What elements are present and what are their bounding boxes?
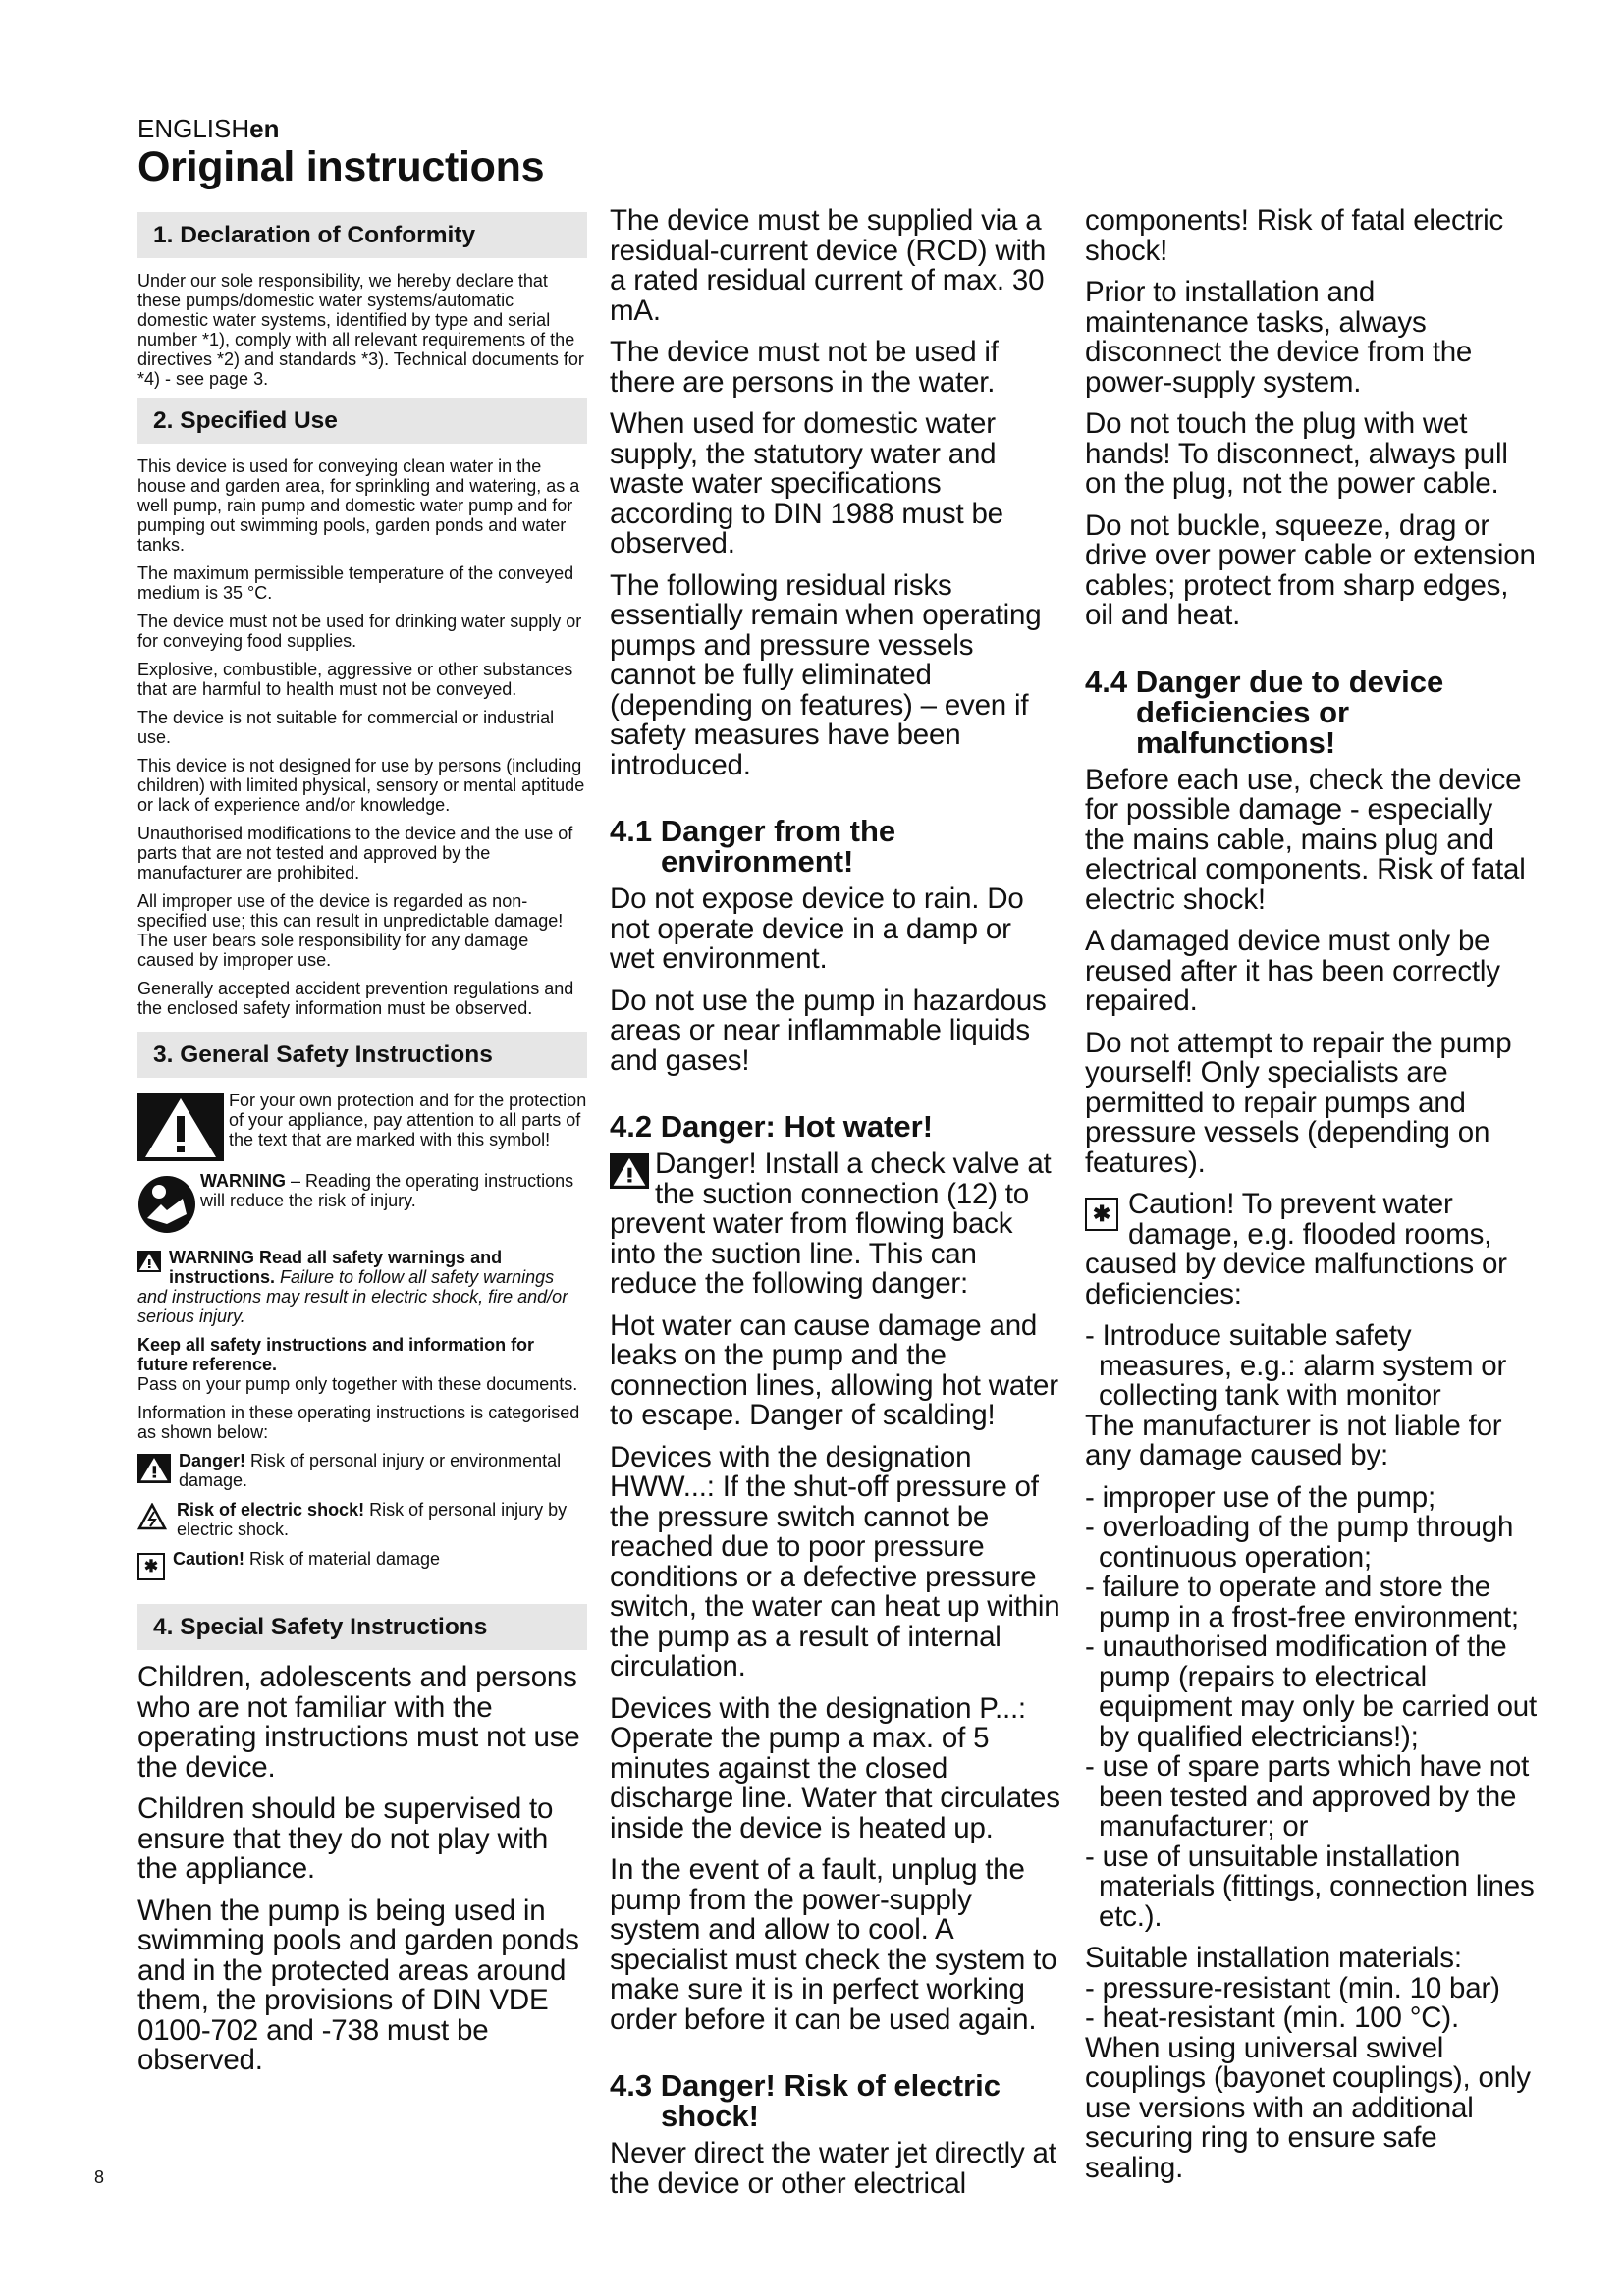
shock-label: Risk of electric shock!	[177, 1500, 365, 1520]
column-3	[1085, 206, 1539, 2195]
paragraph: The device must be supplied via a residual-current device (RCD) with a rated residual current of max. 30 mA.	[610, 204, 1047, 327]
declaration-text: Under our sole responsibility, we hereby declare that these pumps/domestic water systems/automatic domestic water systems, identified by type and serial number *1), comply with all relevant requirements of the directives *2) and standards *3). Technical documents for *4) - see page 3.	[137, 271, 584, 389]
paragraph: Danger! Install a check valve at the suction connection (12) to prevent water from flowing back into the suction line. This can reduce the following danger:	[610, 1148, 1052, 1300]
paragraph: The manufacturer is not liable for any damage caused by:	[1085, 1409, 1502, 1471]
caution-icon: ✱	[137, 1553, 165, 1580]
language-name: ENGLISH	[137, 114, 250, 143]
paragraph: Hot water can cause damage and leaks on the pump and the connection lines, allowing hot water to escape. Danger of scalding!	[610, 1308, 1058, 1431]
keep-instructions-heading: Keep all safety instructions and information for future reference.	[137, 1335, 535, 1374]
warning-label: WARNING	[200, 1171, 286, 1191]
paragraph: Generally accepted accident prevention regulations and the enclosed safety information must be observed.	[137, 979, 574, 1018]
subsection-heading-4-3: 4.3 Danger! Risk of electric shock!	[610, 2068, 1001, 2133]
list-item: - use of unsuitable installation materials (fittings, connection lines etc.).	[1085, 1840, 1535, 1933]
caution-icon: ✱	[1085, 1198, 1118, 1231]
paragraph: The following residual risks essentially remain when operating pumps and pressure vessels cannot be fully eliminated (depending on features) – even if safety measures have been introduced.	[610, 568, 1042, 781]
subsection-heading-4-2: 4.2 Danger: Hot water!	[610, 1109, 934, 1144]
paragraph: Explosive, combustible, aggressive or other substances that are harmful to health must not be conveyed.	[137, 660, 573, 699]
paragraph: In the event of a fault, unplug the pump from the power-supply system and allow to cool. A specialist must check the system to make sure it is in perfect working order before it can be used again.	[610, 1853, 1057, 2036]
warning-heading: WARNING Read all safety warnings and instructions.	[169, 1248, 503, 1287]
paragraph: This device is not designed for use by persons (including children) with limited physical, sensory or mental aptitude or lack of experience and/or knowledge.	[137, 756, 585, 815]
section-heading-general-safety: 3. General Safety Instructions	[137, 1032, 587, 1078]
read-manual-icon	[137, 1175, 196, 1234]
paragraph: A damaged device must only be reused after it has been correctly repaired.	[1085, 925, 1500, 1017]
list-item: - overloading of the pump through continuous operation;	[1085, 1511, 1514, 1574]
caution-label: Caution!	[173, 1549, 244, 1569]
subsection-heading-4-1: 4.1 Danger from the environment!	[610, 814, 896, 879]
danger-label: Danger!	[179, 1451, 246, 1470]
language-label	[137, 114, 280, 144]
list-item: - improper use of the pump;	[1085, 1480, 1435, 1514]
warning-triangle-icon	[137, 1251, 161, 1272]
list-item: - failure to operate and store the pump in a frost-free environment;	[1085, 1571, 1519, 1633]
paragraph: The device is not suitable for commercial or industrial use.	[137, 708, 555, 747]
paragraph: The maximum permissible temperature of the conveyed medium is 35 °C.	[137, 563, 574, 603]
section-heading-specified-use: 2. Specified Use	[137, 398, 587, 444]
subsection-heading-4-4: 4.4 Danger due to device deficiencies or malfunctions!	[1085, 664, 1444, 760]
paragraph: Suitable installation materials:	[1085, 1942, 1462, 1974]
symbol-row-read-manual	[137, 1171, 587, 1234]
warning-triangle-icon	[137, 1093, 224, 1161]
paragraph: When the pump is being used in swimming pools and garden ponds and in the protected areas around them, the provisions of DIN VDE 0100-702 and -738 must be observed.	[137, 1894, 579, 2076]
symbol-row-shock	[137, 1500, 587, 1539]
paragraph: Risk of personal injury by electric shock.	[177, 1500, 568, 1539]
list-item: - unauthorised modification of the pump (repairs to electrical equipment may only be carried out by qualified electricians!);	[1085, 1630, 1537, 1753]
paragraph: For your own protection and for the protection of your appliance, pay attention to all parts of the text that are marked with this symbol!	[229, 1091, 587, 1149]
column-1	[137, 206, 587, 2088]
paragraph: Children, adolescents and persons who are not familiar with the operating instructions must not use the device.	[137, 1661, 580, 1784]
paragraph: Risk of material damage	[244, 1549, 441, 1569]
language-code: en	[249, 114, 280, 143]
column-2	[610, 206, 1061, 2211]
paragraph: Do not attempt to repair the pump yourself! Only specialists are permitted to repair pumps and pressure vessels (depending on features).	[1085, 1026, 1512, 1179]
page-title: Original instructions	[137, 143, 545, 190]
paragraph: Devices with the designation P...: Operate the pump a max. of 5 minutes against the closed discharge line. Water that circulates inside the device is heated up.	[610, 1691, 1060, 1844]
paragraph: – Reading the operating instructions will reduce the risk of injury.	[200, 1171, 574, 1210]
electric-shock-icon	[137, 1503, 167, 1530]
page-number: 8	[94, 2167, 105, 2187]
paragraph: Information in these operating instructions is categorised as shown below:	[137, 1403, 580, 1442]
section-heading-special-safety: 4. Special Safety Instructions	[137, 1604, 587, 1650]
paragraph: The device must not be used if there are persons in the water.	[610, 336, 999, 399]
paragraph: Children should be supervised to ensure that they do not play with the appliance.	[137, 1792, 554, 1885]
paragraph: When used for domestic water supply, the statutory water and waste water specifications according to DIN 1988 must be observed.	[610, 407, 1003, 560]
list-item: - Introduce suitable safety measures, e.g.: alarm system or collecting tank with monitor	[1085, 1319, 1507, 1412]
paragraph: Pass on your pump only together with these documents.	[137, 1374, 578, 1394]
paragraph: Do not buckle, squeeze, drag or drive over power cable or extension cables; protect from sharp edges, oil and heat.	[1085, 508, 1536, 631]
paragraph: Do not touch the plug with wet hands! To disconnect, always pull on the plug, not the power cable.	[1085, 407, 1508, 500]
warning-text: Failure to follow all safety warnings and instructions may result in electric shock, fire and/or serious injury.	[137, 1267, 568, 1326]
paragraph: Unauthorised modifications to the device and the use of parts that are not tested and approved by the manufacturer are prohibited.	[137, 824, 573, 882]
paragraph: Before each use, check the device for possible damage - especially the mains cable, mains plug and electrical components. Risk of fatal electric shock!	[1085, 763, 1526, 916]
paragraph: Do not use the pump in hazardous areas or near inflammable liquids and gases!	[610, 984, 1047, 1077]
paragraph: Do not expose device to rain. Do not operate device in a damp or wet environment.	[610, 882, 1024, 975]
paragraph: components! Risk of fatal electric shock!	[1085, 204, 1504, 267]
paragraph: This device is used for conveying clean water in the house and garden area, for sprinkling and watering, as a well pump, rain pump and domestic water pump and for pumping out swimming pools, garden ponds and water tanks.	[137, 456, 580, 555]
paragraph: Devices with the designation HWW...: If the shut-off pressure of the pressure switch cannot be reached due to poor pressure conditions or a defective pressure switch, the water can heat up within the pump as a result of internal circulation.	[610, 1440, 1060, 1682]
symbol-row-danger	[137, 1451, 587, 1490]
symbol-row-caution	[137, 1549, 587, 1580]
paragraph: Prior to installation and maintenance tasks, always disconnect the device from the power-supply system.	[1085, 276, 1473, 399]
paragraph: All improper use of the device is regarded as non-specified use; this can result in unpredictable damage! The user bears sole responsibility for any damage caused by improper use.	[137, 891, 564, 970]
symbol-row-general	[137, 1091, 587, 1161]
paragraph: Never direct the water jet directly at the device or other electrical	[610, 2137, 1056, 2200]
paragraph: Caution! To prevent water damage, e.g. flooded rooms, caused by device malfunctions or deficiencies:	[1085, 1188, 1507, 1310]
paragraph: When using universal swivel couplings (bayonet couplings), only use versions with an additional securing ring to ensure safe sealing.	[1085, 2031, 1531, 2184]
danger-icon	[137, 1454, 171, 1483]
list-item: - heat-resistant (min. 100 °C).	[1085, 2002, 1460, 2034]
list-item: - use of spare parts which have not been tested and approved by the manufacturer; or	[1085, 1750, 1530, 1842]
list-item: - pressure-resistant (min. 10 bar)	[1085, 1971, 1500, 2004]
section-heading-declaration: 1. Declaration of Conformity	[137, 212, 587, 258]
danger-icon	[610, 1153, 649, 1189]
paragraph: Risk of personal injury or environmental damage.	[179, 1451, 562, 1490]
paragraph: The device must not be used for drinking water supply or for conveying food supplies.	[137, 612, 582, 651]
